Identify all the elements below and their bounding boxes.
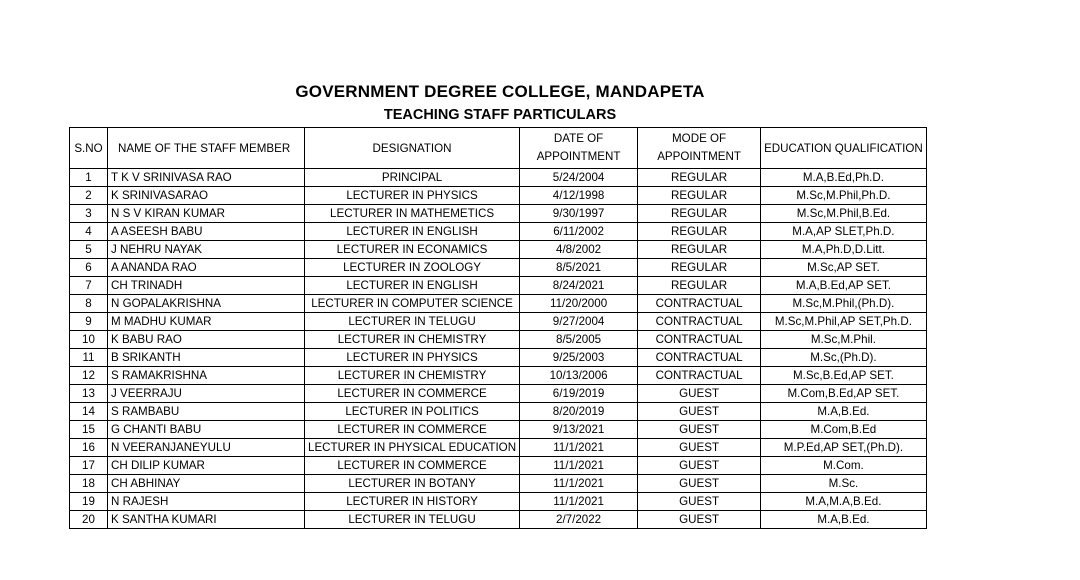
- header-mode: [638, 128, 761, 169]
- table-row: [70, 367, 927, 385]
- table-row: [70, 475, 927, 493]
- cell-sno: 13: [70, 385, 108, 403]
- cell-sno: 7: [70, 277, 108, 295]
- cell-mode: CONTRACTUAL: [638, 367, 761, 385]
- cell-designation: LECTURER IN PHYSICAL EDUCATION: [305, 439, 520, 457]
- table-row: [70, 331, 927, 349]
- cell-mode: REGULAR: [638, 169, 761, 187]
- cell-qualification: M.A,B.Ed.: [761, 403, 927, 421]
- cell-sno: 10: [70, 331, 108, 349]
- cell-mode: GUEST: [638, 421, 761, 439]
- cell-name: B SRIKANTH: [108, 349, 305, 367]
- table-row: [70, 205, 927, 223]
- cell-date: 8/5/2005: [520, 331, 638, 349]
- header-row: [70, 128, 927, 169]
- cell-date: 11/1/2021: [520, 475, 638, 493]
- table-row: [70, 241, 927, 259]
- cell-mode: GUEST: [638, 457, 761, 475]
- cell-date: 6/19/2019: [520, 385, 638, 403]
- cell-qualification: M.A,Ph.D,D.Litt.: [761, 241, 927, 259]
- cell-sno: 12: [70, 367, 108, 385]
- cell-mode: REGULAR: [638, 277, 761, 295]
- cell-qualification: M.Sc,M.Phil,Ph.D.: [761, 187, 927, 205]
- cell-name: N S V KIRAN KUMAR: [108, 205, 305, 223]
- cell-sno: 11: [70, 349, 108, 367]
- cell-name: K SANTHA KUMARI: [108, 511, 305, 529]
- document-title: GOVERNMENT DEGREE COLLEGE, MANDAPETA: [295, 82, 705, 101]
- cell-sno: 8: [70, 295, 108, 313]
- cell-designation: LECTURER IN ENGLISH: [305, 277, 520, 295]
- cell-designation: LECTURER IN ZOOLOGY: [305, 259, 520, 277]
- cell-date: 11/1/2021: [520, 439, 638, 457]
- document-subtitle: TEACHING STAFF PARTICULARS: [383, 107, 617, 123]
- cell-name: J NEHRU NAYAK: [108, 241, 305, 259]
- header-qualification: EDUCATION QUALIFICATION: [761, 128, 927, 169]
- cell-name: T K V SRINIVASA RAO: [108, 169, 305, 187]
- cell-mode: REGULAR: [638, 205, 761, 223]
- cell-sno: 20: [70, 511, 108, 529]
- cell-mode: CONTRACTUAL: [638, 313, 761, 331]
- header-date-line1: DATE OF: [553, 132, 604, 145]
- cell-name: M MADHU KUMAR: [108, 313, 305, 331]
- table-row: [70, 259, 927, 277]
- cell-mode: REGULAR: [638, 223, 761, 241]
- table-row: [70, 223, 927, 241]
- cell-date: 11/20/2000: [520, 295, 638, 313]
- table-row: [70, 349, 927, 367]
- cell-designation: LECTURER IN COMMERCE: [305, 457, 520, 475]
- header-designation: DESIGNATION: [305, 128, 520, 169]
- cell-mode: CONTRACTUAL: [638, 331, 761, 349]
- cell-name: K BABU RAO: [108, 331, 305, 349]
- cell-sno: 19: [70, 493, 108, 511]
- cell-mode: CONTRACTUAL: [638, 295, 761, 313]
- table-row: [70, 439, 927, 457]
- header-name: NAME OF THE STAFF MEMBER: [108, 128, 305, 169]
- cell-qualification: M.A,AP SLET,Ph.D.: [761, 223, 927, 241]
- table-row: [70, 493, 927, 511]
- header-sno: S.NO: [70, 128, 108, 169]
- cell-date: 8/20/2019: [520, 403, 638, 421]
- cell-sno: 2: [70, 187, 108, 205]
- header-date: [520, 128, 638, 169]
- header-date-line2: APPOINTMENT: [536, 150, 621, 163]
- cell-sno: 4: [70, 223, 108, 241]
- cell-qualification: M.Sc,M.Phil,B.Ed.: [761, 205, 927, 223]
- cell-qualification: M.Com,B.Ed: [761, 421, 927, 439]
- header-mode-line1: MODE OF: [672, 132, 727, 145]
- cell-date: 9/13/2021: [520, 421, 638, 439]
- cell-designation: LECTURER IN BOTANY: [305, 475, 520, 493]
- cell-mode: GUEST: [638, 439, 761, 457]
- cell-name: G CHANTI BABU: [108, 421, 305, 439]
- cell-sno: 16: [70, 439, 108, 457]
- cell-name: J VEERRAJU: [108, 385, 305, 403]
- cell-qualification: M.A,B.Ed,Ph.D.: [761, 169, 927, 187]
- cell-date: 9/30/1997: [520, 205, 638, 223]
- cell-name: K SRINIVASARAO: [108, 187, 305, 205]
- cell-qualification: M.Sc,AP SET.: [761, 259, 927, 277]
- cell-qualification: M.P.Ed,AP SET,(Ph.D).: [761, 439, 927, 457]
- table-row: [70, 187, 927, 205]
- cell-qualification: M.Sc,B.Ed,AP SET.: [761, 367, 927, 385]
- cell-name: S RAMAKRISHNA: [108, 367, 305, 385]
- cell-name: S RAMBABU: [108, 403, 305, 421]
- cell-designation: LECTURER IN TELUGU: [305, 313, 520, 331]
- cell-name: A ANANDA RAO: [108, 259, 305, 277]
- cell-qualification: M.Sc,(Ph.D).: [761, 349, 927, 367]
- cell-designation: LECTURER IN ECONAMICS: [305, 241, 520, 259]
- cell-designation: LECTURER IN TELUGU: [305, 511, 520, 529]
- cell-date: 4/8/2002: [520, 241, 638, 259]
- cell-qualification: M.A,M.A,B.Ed.: [761, 493, 927, 511]
- cell-qualification: M.A,B.Ed.: [761, 511, 927, 529]
- cell-qualification: M.Sc,M.Phil,(Ph.D).: [761, 295, 927, 313]
- table-row: [70, 313, 927, 331]
- cell-qualification: M.Sc.: [761, 475, 927, 493]
- cell-qualification: M.Com,B.Ed,AP SET.: [761, 385, 927, 403]
- header-mode-line2: APPOINTMENT: [657, 150, 741, 163]
- table-row: [70, 295, 927, 313]
- cell-sno: 6: [70, 259, 108, 277]
- cell-name: CH TRINADH: [108, 277, 305, 295]
- cell-date: 8/5/2021: [520, 259, 638, 277]
- cell-name: N RAJESH: [108, 493, 305, 511]
- cell-name: CH ABHINAY: [108, 475, 305, 493]
- table-row: [70, 421, 927, 439]
- cell-sno: 14: [70, 403, 108, 421]
- cell-date: 9/25/2003: [520, 349, 638, 367]
- cell-mode: GUEST: [638, 493, 761, 511]
- cell-qualification: M.Sc,M.Phil,AP SET,Ph.D.: [761, 313, 927, 331]
- cell-date: 10/13/2006: [520, 367, 638, 385]
- cell-date: 9/27/2004: [520, 313, 638, 331]
- cell-sno: 15: [70, 421, 108, 439]
- cell-designation: PRINCIPAL: [305, 169, 520, 187]
- cell-designation: LECTURER IN PHYSICS: [305, 349, 520, 367]
- cell-sno: 3: [70, 205, 108, 223]
- cell-designation: LECTURER IN CHEMISTRY: [305, 331, 520, 349]
- cell-sno: 9: [70, 313, 108, 331]
- table-row: [70, 511, 927, 529]
- cell-mode: REGULAR: [638, 241, 761, 259]
- cell-date: 5/24/2004: [520, 169, 638, 187]
- cell-designation: LECTURER IN ENGLISH: [305, 223, 520, 241]
- cell-mode: GUEST: [638, 511, 761, 529]
- cell-designation: LECTURER IN HISTORY: [305, 493, 520, 511]
- cell-designation: LECTURER IN PHYSICS: [305, 187, 520, 205]
- cell-date: 6/11/2002: [520, 223, 638, 241]
- cell-date: 11/1/2021: [520, 457, 638, 475]
- cell-qualification: M.Sc,M.Phil.: [761, 331, 927, 349]
- cell-qualification: M.A,B.Ed,AP SET.: [761, 277, 927, 295]
- cell-date: 8/24/2021: [520, 277, 638, 295]
- cell-designation: LECTURER IN MATHEMETICS: [305, 205, 520, 223]
- cell-name: CH DILIP KUMAR: [108, 457, 305, 475]
- cell-date: 11/1/2021: [520, 493, 638, 511]
- table-row: [70, 169, 927, 187]
- cell-mode: GUEST: [638, 403, 761, 421]
- cell-designation: LECTURER IN POLITICS: [305, 403, 520, 421]
- cell-designation: LECTURER IN COMMERCE: [305, 385, 520, 403]
- cell-mode: GUEST: [638, 475, 761, 493]
- staff-table: [69, 127, 927, 529]
- cell-name: N GOPALAKRISHNA: [108, 295, 305, 313]
- table-row: [70, 457, 927, 475]
- table-row: [70, 277, 927, 295]
- table-body: [70, 169, 927, 529]
- table-header: [70, 128, 927, 169]
- cell-designation: LECTURER IN CHEMISTRY: [305, 367, 520, 385]
- cell-name: N VEERANJANEYULU: [108, 439, 305, 457]
- cell-qualification: M.Com.: [761, 457, 927, 475]
- cell-designation: LECTURER IN COMPUTER SCIENCE: [305, 295, 520, 313]
- cell-sno: 18: [70, 475, 108, 493]
- cell-mode: CONTRACTUAL: [638, 349, 761, 367]
- cell-name: A ASEESH BABU: [108, 223, 305, 241]
- table-row: [70, 385, 927, 403]
- cell-designation: LECTURER IN COMMERCE: [305, 421, 520, 439]
- table-row: [70, 403, 927, 421]
- cell-date: 4/12/1998: [520, 187, 638, 205]
- cell-sno: 1: [70, 169, 108, 187]
- cell-sno: 17: [70, 457, 108, 475]
- cell-mode: REGULAR: [638, 187, 761, 205]
- cell-mode: REGULAR: [638, 259, 761, 277]
- cell-date: 2/7/2022: [520, 511, 638, 529]
- cell-sno: 5: [70, 241, 108, 259]
- cell-mode: GUEST: [638, 385, 761, 403]
